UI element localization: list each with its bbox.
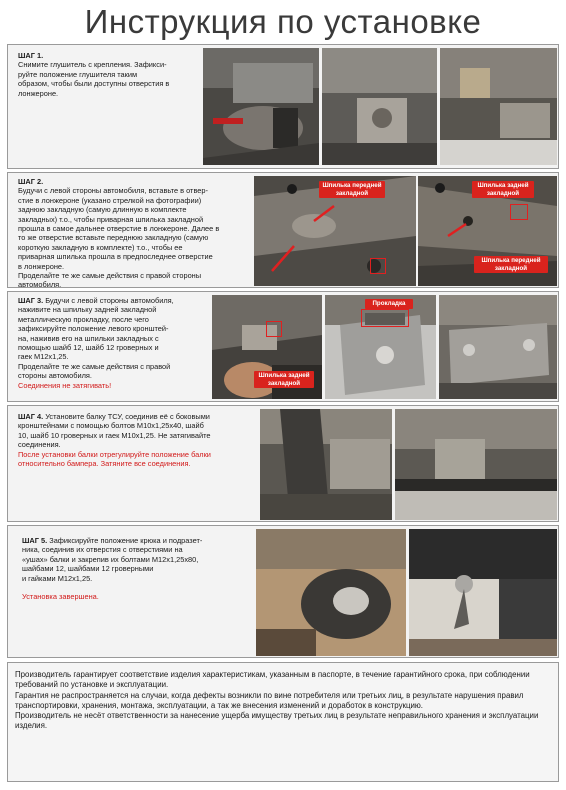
step-3-photo-1 [212,295,322,399]
step-3-text-block [18,296,218,390]
step-4-photo-1 [260,409,392,520]
step-3-tag-spacer: Прокладка [365,299,413,309]
step-2-panel [7,172,559,288]
step-4-photo-2 [395,409,557,520]
step-1-photo-2 [322,48,437,165]
step-3-photo-2 [325,295,436,399]
step-2-tag-front-stud-2: Шпилька передней закладной [474,256,548,273]
step-5-text: Зафиксируйте положение крюка и подразет- ника, соединив их отверстия с отверстиями на «ушах» балки и закрепив их болтами М12х1,25х80, шайбами 12, шайбами 12 гроверными и гайками М12х1,25. [22,536,203,583]
step-3-text: Будучи с левой стороны автомобиля, наживите на шпильку задней закладной металлическую прокладку, после чего зафиксируйте положение левого кронштей- на, наживив его на шпильки закладных с помощью шайб 12, шайб 12 гроверных и гаек М12х1,25. Проделайте те же самые действия с правой стороны автомобиля. [18,296,174,381]
step-2-photo-2 [418,176,557,286]
step-5-text-block [22,536,262,602]
step-3-label: ШАГ 3. [18,296,44,305]
step-2-highlight-box [370,258,386,274]
warranty-paragraph-2: Гарантия не распространяется на случаи, когда дефекты возникли по вине потребителя или третьих лиц, в результате нарушения правил транспортировки, хранения, монтажа, эксплуатации, а так же внесения изменений и доработок в конструкцию. [15,690,524,710]
step-2-text-block [18,177,256,290]
step-3-highlight-box-2 [361,309,409,327]
step-5-photo-2 [409,529,557,656]
step-5-panel [7,525,559,658]
warranty-paragraph-3: Производитель не несёт ответственности за нанесение ущерба имуществу третьих лиц в результате неправильного хранения и эксплуатации изделия. [15,711,539,731]
step-4-text: Установите балку ТСУ, соединив её с боковыми кронштейнами с помощью болтов М10х1,25х40, шайб 10, шайб 10 гроверных и гаек М10х1,25. Не затягивайте соединения. [18,412,211,450]
step-1-label: ШАГ 1. [18,51,44,60]
step-1-panel [7,44,559,169]
step-3-panel [7,291,559,402]
step-4-panel [7,405,559,522]
step-4-label: ШАГ 4. [18,412,44,421]
warranty-paragraph-1: Производитель гарантирует соответствие изделия характеристикам, указанным в паспорте, в течение гарантийного срока, при соблюдении требований по установке и эксплуатации. [15,670,530,690]
step-3-highlight-box [266,321,282,337]
step-1-text-block [18,51,208,98]
step-4-warning: После установки балки отрегулируйте положение балки относительно бампера. Затяните все соединения. [18,449,211,469]
page-title: Инструкция по установке [84,3,482,40]
step-3-warning: Соединения не затягивать! [18,380,112,390]
step-5-warning: Установка завершена. [22,592,99,602]
step-5-label: ШАГ 5. [22,536,48,545]
step-2-highlight-box-rear [510,204,528,220]
step-3-tag-rear-stud: Шпилька задней закладной [254,371,314,388]
step-4-text-block [18,412,258,468]
step-2-tag-front-stud: Шпилька передней закладной [319,181,385,198]
step-3-photo-3 [439,295,557,399]
step-5-photo-1 [256,529,406,656]
warranty-footer [7,662,559,782]
step-1-text: Снимите глушитель с крепления. Зафикси- руйте положение глушителя таким образом, чтобы были доступны отверстия в лонжероне. [18,60,170,98]
step-2-label: ШАГ 2. [18,177,44,186]
step-2-text: Будучи с левой стороны автомобиля, вставьте в отвер- стие в лонжероне (указано стрелкой на фотографии) заднюю закладную (самую длинную в комплекте закладных) т.о., чтобы приварная шпилька закладной прошла в самое дальнее отверстие в лонжероне. Далее в то же отверстие вставьте переднюю закладную (самую короткую закладную в комплекте) т.о., чтобы ее приварная шпилька прошла в предпоследнее отверстие в лонжероне. Проделайте те же самые действия с правой стороны автомобиля. [18,186,220,290]
step-2-tag-rear-stud: Шпилька задней закладной [472,181,534,198]
step-1-photo-3 [440,48,557,165]
step-1-photo-1 [203,48,319,165]
step-2-photo-1 [254,176,416,286]
